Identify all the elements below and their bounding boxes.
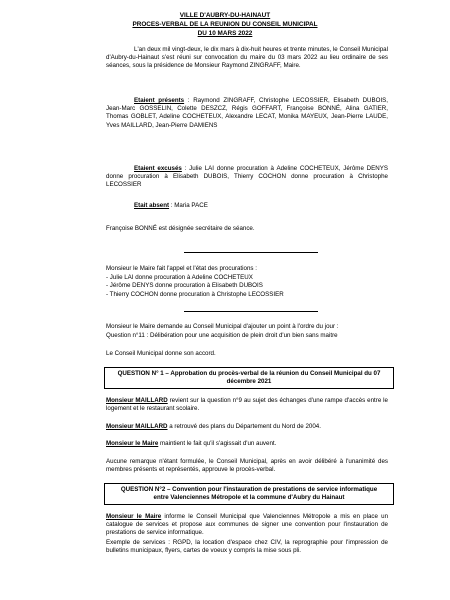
procuration-item: - Jérôme DENYS donne procuration à Elisabeth DUBOIS xyxy=(106,282,263,289)
paragraph-text: maintient le fait qu'il s'agissait d'un auvent. xyxy=(158,440,277,447)
procuration-item: - Julie LAI donne procuration à Adeline COCHETEUX xyxy=(106,274,253,281)
question-1-title-box xyxy=(104,367,394,389)
agenda-request: Monsieur le Maire demande au Conseil Municipal d'ajouter un point à l'ordre du jour : xyxy=(106,323,339,330)
speaker-name: Monsieur le Maire xyxy=(106,440,159,447)
paragraph-text: a retrouvé des plans du Département du Nord de 2004. xyxy=(167,423,321,430)
absent-label: Etait absent xyxy=(134,202,170,209)
question-2-paragraph-1 xyxy=(106,513,388,538)
speaker-name: Monsieur MAILLARD xyxy=(106,397,168,404)
presents-text: : Raymond ZINGRAFF, Christophe LECOSSIER, Elisabeth DUBOIS, Jean-Marc GOSSELIN, Colette DESZCZ, Régis GOFFART, Françoise BONNÉ, Alina GATIER, Thomas GOBLET, Adeline COCHETEUX, Alexandre LECAT, Monika MAYEUX, Jean-Pierre LAUDE, Yves MAILLARD, Jean-Pierre DAMIENS xyxy=(106,97,389,129)
excuses-paragraph xyxy=(106,165,388,190)
speaker-name: Monsieur MAILLARD xyxy=(106,423,168,430)
agenda-question-11: Question n°11 : Délibération pour une acquisition de plein droit d'un bien sans maitre xyxy=(106,332,338,339)
intro-paragraph: L'an deux mil vingt-deux, le dix mars à dix-huit heures et trente minutes, le Conseil Municipal d'Aubry-du-Hainaut s'est réuni sur convocation du maire du 03 mars 2022 au lieu ordinaire de ses séances, sous la présidence de Monsieur Raymond ZINGRAFF, Maire. xyxy=(106,46,388,70)
question-2-title-line1: QUESTION N°2 – Convention pour l'instauration de prestations de service informatique xyxy=(120,486,378,493)
question-1-paragraph-3 xyxy=(106,440,388,448)
separator-line xyxy=(184,311,318,312)
question-1-paragraph-1 xyxy=(106,397,388,413)
presents-label: Etaient présents xyxy=(134,97,185,104)
question-2-paragraph-2: Exemple de services : RGPD, la location d'espace chez CIV, la reprographie pour l'impression de bulletins municipaux, flyers, cartes de voeux y compris la mise sous pli. xyxy=(106,539,388,555)
question-1-conclusion: Aucune remarque n'étant formulée, le Conseil Municipal, après en avoir délibéré à l'unanimité des membres présents et représentés, approuve le procès-verbal. xyxy=(106,458,388,474)
question-2-title-box xyxy=(104,483,394,505)
council-agreement: Le Conseil Municipal donne son accord. xyxy=(106,350,216,357)
document-title: PROCES-VERBAL DE LA REUNION DU CONSEIL MUNICIPAL xyxy=(132,21,318,28)
meeting-date: DU 10 MARS 2022 xyxy=(197,30,253,37)
excuses-label: Etaient excusés xyxy=(134,165,182,172)
town-name: VILLE D'AUBRY-DU-HAINAUT xyxy=(179,12,271,19)
procuration-item: - Thierry COCHON donne procuration à Christophe LECOSSIER xyxy=(106,291,284,298)
separator-line xyxy=(184,252,318,253)
paragraph-text: informe le Conseil Municipal que Valenciennes Métropole a mis en place un catalogue de services et propose aux communes de signer une convention pour l'instauration de prestations de service informatique. xyxy=(106,513,389,537)
absent-paragraph xyxy=(134,202,384,210)
excuses-text: : Julie LAI donne procuration à Adeline COCHETEUX, Jérôme DENYS donne procuration à Elisabeth DUBOIS, Thierry COCHON donne procuration à Christophe LECOSSIER xyxy=(106,165,388,189)
presents-paragraph xyxy=(106,97,388,130)
question-1-title-line2: décembre 2021 xyxy=(226,378,272,386)
paragraph-text: revient sur la question n°9 au sujet des échanges d'une rampe d'accès entre le logement et le restaurant scolaire. xyxy=(106,397,388,413)
absent-text: : Maria PACE xyxy=(169,202,208,209)
procurations-intro: Monsieur le Maire fait l'appel et l'état des procurations : xyxy=(106,265,257,272)
secretary-statement: Françoise BONNÉ est désignée secrétaire de séance. xyxy=(106,225,255,232)
question-1-paragraph-2 xyxy=(106,423,388,431)
speaker-name: Monsieur le Maire xyxy=(106,513,162,520)
question-1-title-line1: QUESTION N° 1 – Approbation du procès-verbal de la réunion du Conseil Municipal du 07 xyxy=(117,370,381,377)
question-2-title-line2: entre Valenciennes Métropole et la commune d'Aubry du Hainaut xyxy=(153,494,345,502)
